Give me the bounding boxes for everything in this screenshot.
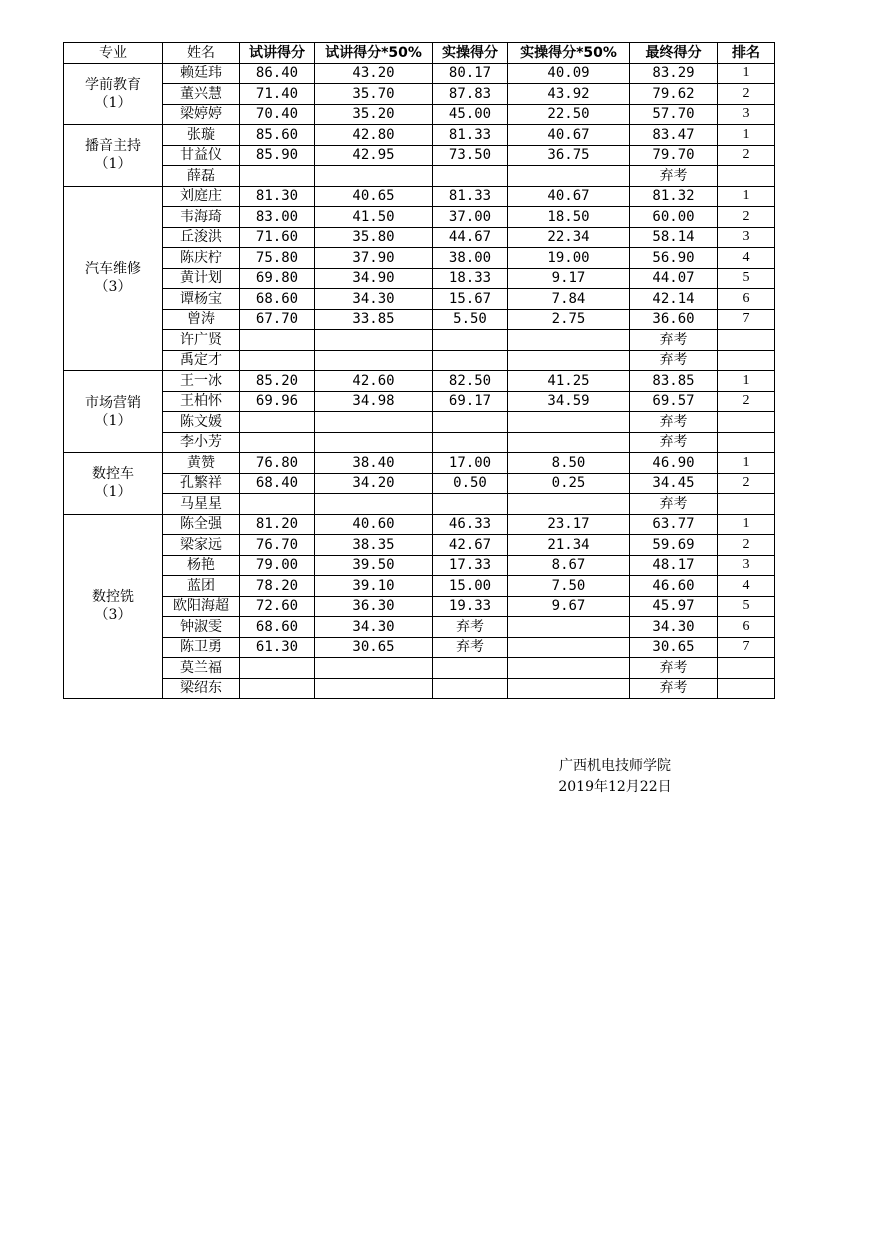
major-quota: （1） [94, 484, 132, 501]
rank: 1 [718, 125, 775, 146]
practice-score: 69.17 [433, 391, 508, 412]
practice-score: 82.50 [433, 371, 508, 392]
rank [718, 350, 775, 371]
table-row [64, 227, 775, 248]
practice-score [433, 166, 508, 187]
trial-half-score: 35.70 [315, 84, 433, 105]
table-row [64, 104, 775, 125]
trial-score: 76.80 [240, 453, 315, 474]
final-score: 46.60 [630, 576, 718, 597]
table-row [64, 576, 775, 597]
practice-score: 弃考 [433, 617, 508, 638]
trial-half-score: 38.40 [315, 453, 433, 474]
table-row [64, 145, 775, 166]
practice-half-score: 7.84 [508, 289, 630, 310]
final-score: 60.00 [630, 207, 718, 228]
practice-half-score: 19.00 [508, 248, 630, 269]
table-row [64, 637, 775, 658]
table-row [64, 494, 775, 515]
major-name: 播音主持 [85, 138, 141, 155]
student-name: 陈文媛 [163, 412, 240, 433]
trial-half-score: 35.80 [315, 227, 433, 248]
final-score: 弃考 [630, 412, 718, 433]
rank [718, 658, 775, 679]
practice-half-score [508, 658, 630, 679]
student-name: 杨艳 [163, 555, 240, 576]
student-name: 谭杨宝 [163, 289, 240, 310]
practice-half-score: 41.25 [508, 371, 630, 392]
table-row [64, 84, 775, 105]
practice-score: 弃考 [433, 637, 508, 658]
rank [718, 412, 775, 433]
practice-score: 87.83 [433, 84, 508, 105]
trial-score: 72.60 [240, 596, 315, 617]
rank: 5 [718, 268, 775, 289]
table-row [64, 371, 775, 392]
final-score: 46.90 [630, 453, 718, 474]
rank: 5 [718, 596, 775, 617]
practice-score: 17.33 [433, 555, 508, 576]
final-score: 69.57 [630, 391, 718, 412]
practice-half-score: 22.50 [508, 104, 630, 125]
major-quota: （1） [94, 412, 132, 429]
practice-half-score: 40.67 [508, 186, 630, 207]
student-name: 王一冰 [163, 371, 240, 392]
major-cell [64, 453, 163, 515]
final-score: 79.70 [630, 145, 718, 166]
student-name: 钟淑雯 [163, 617, 240, 638]
header-practice-half: 实操得分*50% [508, 43, 630, 64]
practice-half-score: 34.59 [508, 391, 630, 412]
trial-half-score [315, 432, 433, 453]
practice-score [433, 432, 508, 453]
rank: 3 [718, 227, 775, 248]
institution-name: 广西机电技师学院 [559, 758, 671, 774]
practice-score: 46.33 [433, 514, 508, 535]
major-cell [64, 63, 163, 125]
table-row [64, 248, 775, 269]
practice-half-score: 23.17 [508, 514, 630, 535]
trial-score: 85.90 [240, 145, 315, 166]
trial-half-score [315, 412, 433, 433]
trial-half-score: 37.90 [315, 248, 433, 269]
header-name: 姓名 [163, 43, 240, 64]
practice-score [433, 678, 508, 699]
score-table-body [64, 63, 775, 699]
practice-half-score: 7.50 [508, 576, 630, 597]
final-score: 弃考 [630, 494, 718, 515]
trial-half-score [315, 330, 433, 351]
trial-score [240, 658, 315, 679]
student-name: 甘益仪 [163, 145, 240, 166]
practice-half-score [508, 494, 630, 515]
header-row [64, 43, 775, 64]
trial-score: 71.40 [240, 84, 315, 105]
trial-half-score [315, 494, 433, 515]
major-quota: （3） [94, 279, 132, 296]
rank: 6 [718, 289, 775, 310]
rank: 7 [718, 637, 775, 658]
table-row [64, 309, 775, 330]
rank: 6 [718, 617, 775, 638]
final-score: 83.47 [630, 125, 718, 146]
final-score: 弃考 [630, 678, 718, 699]
final-score: 79.62 [630, 84, 718, 105]
trial-half-score [315, 678, 433, 699]
practice-score: 80.17 [433, 63, 508, 84]
table-row [64, 186, 775, 207]
rank [718, 166, 775, 187]
rank: 3 [718, 104, 775, 125]
table-row [64, 166, 775, 187]
final-score: 56.90 [630, 248, 718, 269]
trial-score: 69.96 [240, 391, 315, 412]
final-score: 弃考 [630, 330, 718, 351]
practice-score: 45.00 [433, 104, 508, 125]
final-score: 58.14 [630, 227, 718, 248]
trial-score: 79.00 [240, 555, 315, 576]
practice-half-score: 21.34 [508, 535, 630, 556]
practice-half-score: 9.17 [508, 268, 630, 289]
rank: 2 [718, 391, 775, 412]
trial-half-score: 34.90 [315, 268, 433, 289]
score-table [63, 42, 775, 699]
trial-half-score: 40.65 [315, 186, 433, 207]
final-score: 63.77 [630, 514, 718, 535]
practice-score [433, 412, 508, 433]
major-name: 数控车 [92, 466, 134, 483]
major-cell [64, 514, 163, 699]
rank: 2 [718, 473, 775, 494]
trial-half-score: 42.95 [315, 145, 433, 166]
trial-score: 68.60 [240, 289, 315, 310]
trial-half-score [315, 658, 433, 679]
practice-half-score: 40.09 [508, 63, 630, 84]
trial-score: 81.30 [240, 186, 315, 207]
table-row [64, 330, 775, 351]
trial-half-score [315, 166, 433, 187]
trial-score: 85.20 [240, 371, 315, 392]
student-name: 孔繁祥 [163, 473, 240, 494]
trial-half-score: 33.85 [315, 309, 433, 330]
rank: 2 [718, 145, 775, 166]
student-name: 陈庆柠 [163, 248, 240, 269]
student-name: 丘浚洪 [163, 227, 240, 248]
practice-score: 15.00 [433, 576, 508, 597]
final-score: 45.97 [630, 596, 718, 617]
major-name: 学前教育 [85, 76, 141, 93]
final-score: 57.70 [630, 104, 718, 125]
student-name: 薛磊 [163, 166, 240, 187]
trial-half-score: 39.50 [315, 555, 433, 576]
student-name: 张璇 [163, 125, 240, 146]
header-trial-score: 试讲得分 [240, 43, 315, 64]
major-cell [64, 371, 163, 453]
table-row [64, 412, 775, 433]
practice-score: 42.67 [433, 535, 508, 556]
practice-half-score: 0.25 [508, 473, 630, 494]
practice-half-score: 40.67 [508, 125, 630, 146]
trial-half-score [315, 350, 433, 371]
major-cell [64, 125, 163, 187]
rank [718, 432, 775, 453]
practice-score [433, 658, 508, 679]
trial-half-score: 43.20 [315, 63, 433, 84]
trial-score: 71.60 [240, 227, 315, 248]
major-name: 数控铣 [92, 589, 134, 606]
table-row [64, 125, 775, 146]
student-name: 梁家远 [163, 535, 240, 556]
trial-score: 86.40 [240, 63, 315, 84]
student-name: 韦海琦 [163, 207, 240, 228]
table-row [64, 289, 775, 310]
rank [718, 494, 775, 515]
trial-score: 68.40 [240, 473, 315, 494]
practice-half-score: 18.50 [508, 207, 630, 228]
practice-half-score: 43.92 [508, 84, 630, 105]
major-quota: （1） [94, 94, 132, 111]
table-row [64, 207, 775, 228]
rank: 1 [718, 186, 775, 207]
rank: 4 [718, 576, 775, 597]
practice-score: 0.50 [433, 473, 508, 494]
table-row [64, 535, 775, 556]
practice-score [433, 350, 508, 371]
trial-score [240, 330, 315, 351]
final-score: 弃考 [630, 432, 718, 453]
header-major: 专业 [64, 43, 163, 64]
student-name: 刘庭庄 [163, 186, 240, 207]
final-score: 48.17 [630, 555, 718, 576]
practice-score: 81.33 [433, 125, 508, 146]
trial-score [240, 432, 315, 453]
trial-half-score: 34.98 [315, 391, 433, 412]
final-score: 30.65 [630, 637, 718, 658]
final-score: 59.69 [630, 535, 718, 556]
trial-score: 85.60 [240, 125, 315, 146]
table-row [64, 432, 775, 453]
major-cell [64, 186, 163, 371]
header-practice-score: 实操得分 [433, 43, 508, 64]
practice-half-score: 2.75 [508, 309, 630, 330]
final-score: 弃考 [630, 350, 718, 371]
trial-half-score: 34.20 [315, 473, 433, 494]
rank [718, 678, 775, 699]
rank: 3 [718, 555, 775, 576]
practice-score: 44.67 [433, 227, 508, 248]
trial-score: 61.30 [240, 637, 315, 658]
final-score: 34.30 [630, 617, 718, 638]
rank: 1 [718, 453, 775, 474]
table-row [64, 555, 775, 576]
practice-half-score [508, 412, 630, 433]
student-name: 董兴慧 [163, 84, 240, 105]
final-score: 弃考 [630, 166, 718, 187]
trial-score: 70.40 [240, 104, 315, 125]
table-row [64, 453, 775, 474]
trial-half-score: 39.10 [315, 576, 433, 597]
practice-half-score [508, 678, 630, 699]
rank: 1 [718, 514, 775, 535]
final-score: 44.07 [630, 268, 718, 289]
practice-score: 19.33 [433, 596, 508, 617]
trial-half-score: 36.30 [315, 596, 433, 617]
practice-score: 17.00 [433, 453, 508, 474]
practice-half-score [508, 166, 630, 187]
issue-date: 2019年12月22日 [558, 779, 672, 795]
trial-score: 83.00 [240, 207, 315, 228]
major-name: 汽车维修 [85, 261, 141, 278]
student-name: 陈全强 [163, 514, 240, 535]
table-row [64, 617, 775, 638]
final-score: 83.85 [630, 371, 718, 392]
trial-score [240, 412, 315, 433]
major-quota: （3） [94, 607, 132, 624]
trial-half-score: 42.80 [315, 125, 433, 146]
trial-half-score: 40.60 [315, 514, 433, 535]
rank: 2 [718, 207, 775, 228]
final-score: 81.32 [630, 186, 718, 207]
trial-score: 78.20 [240, 576, 315, 597]
student-name: 禹定才 [163, 350, 240, 371]
trial-half-score: 34.30 [315, 617, 433, 638]
table-row [64, 391, 775, 412]
table-row [64, 350, 775, 371]
practice-half-score: 8.67 [508, 555, 630, 576]
student-name: 赖廷玮 [163, 63, 240, 84]
practice-score: 73.50 [433, 145, 508, 166]
student-name: 陈卫勇 [163, 637, 240, 658]
student-name: 马星星 [163, 494, 240, 515]
trial-score: 75.80 [240, 248, 315, 269]
trial-score: 67.70 [240, 309, 315, 330]
practice-half-score [508, 637, 630, 658]
final-score: 34.45 [630, 473, 718, 494]
final-score: 83.29 [630, 63, 718, 84]
final-score: 36.60 [630, 309, 718, 330]
student-name: 李小芳 [163, 432, 240, 453]
student-name: 欧阳海超 [163, 596, 240, 617]
table-row [64, 514, 775, 535]
trial-half-score: 35.20 [315, 104, 433, 125]
table-row [64, 596, 775, 617]
rank: 4 [718, 248, 775, 269]
trial-half-score: 38.35 [315, 535, 433, 556]
trial-score: 69.80 [240, 268, 315, 289]
trial-half-score: 30.65 [315, 637, 433, 658]
rank: 1 [718, 371, 775, 392]
rank: 2 [718, 535, 775, 556]
table-row [64, 473, 775, 494]
practice-half-score: 8.50 [508, 453, 630, 474]
major-name: 市场营销 [85, 394, 141, 411]
header-rank: 排名 [718, 43, 775, 64]
student-name: 梁婷婷 [163, 104, 240, 125]
practice-score [433, 494, 508, 515]
trial-score [240, 494, 315, 515]
practice-half-score: 36.75 [508, 145, 630, 166]
final-score: 42.14 [630, 289, 718, 310]
student-name: 黄赞 [163, 453, 240, 474]
header-final-score: 最终得分 [630, 43, 718, 64]
practice-score: 18.33 [433, 268, 508, 289]
trial-score [240, 166, 315, 187]
practice-half-score: 22.34 [508, 227, 630, 248]
student-name: 王柏怀 [163, 391, 240, 412]
rank [718, 330, 775, 351]
practice-half-score: 9.67 [508, 596, 630, 617]
practice-score: 37.00 [433, 207, 508, 228]
trial-half-score: 42.60 [315, 371, 433, 392]
table-row [64, 63, 775, 84]
student-name: 蓝团 [163, 576, 240, 597]
trial-half-score: 41.50 [315, 207, 433, 228]
trial-score: 76.70 [240, 535, 315, 556]
final-score: 弃考 [630, 658, 718, 679]
practice-half-score [508, 330, 630, 351]
rank: 2 [718, 84, 775, 105]
trial-score [240, 350, 315, 371]
practice-score: 81.33 [433, 186, 508, 207]
footer [530, 756, 700, 798]
student-name: 黄计划 [163, 268, 240, 289]
practice-half-score [508, 350, 630, 371]
table-row [64, 678, 775, 699]
rank: 1 [718, 63, 775, 84]
student-name: 莫兰福 [163, 658, 240, 679]
table-row [64, 658, 775, 679]
practice-half-score [508, 432, 630, 453]
rank: 7 [718, 309, 775, 330]
trial-score [240, 678, 315, 699]
header-trial-half: 试讲得分*50% [315, 43, 433, 64]
trial-half-score: 34.30 [315, 289, 433, 310]
student-name: 许广贤 [163, 330, 240, 351]
practice-score: 38.00 [433, 248, 508, 269]
student-name: 曾涛 [163, 309, 240, 330]
major-quota: （1） [94, 156, 132, 173]
practice-score [433, 330, 508, 351]
practice-half-score [508, 617, 630, 638]
trial-score: 81.20 [240, 514, 315, 535]
table-row [64, 268, 775, 289]
practice-score: 15.67 [433, 289, 508, 310]
student-name: 梁绍东 [163, 678, 240, 699]
trial-score: 68.60 [240, 617, 315, 638]
practice-score: 5.50 [433, 309, 508, 330]
